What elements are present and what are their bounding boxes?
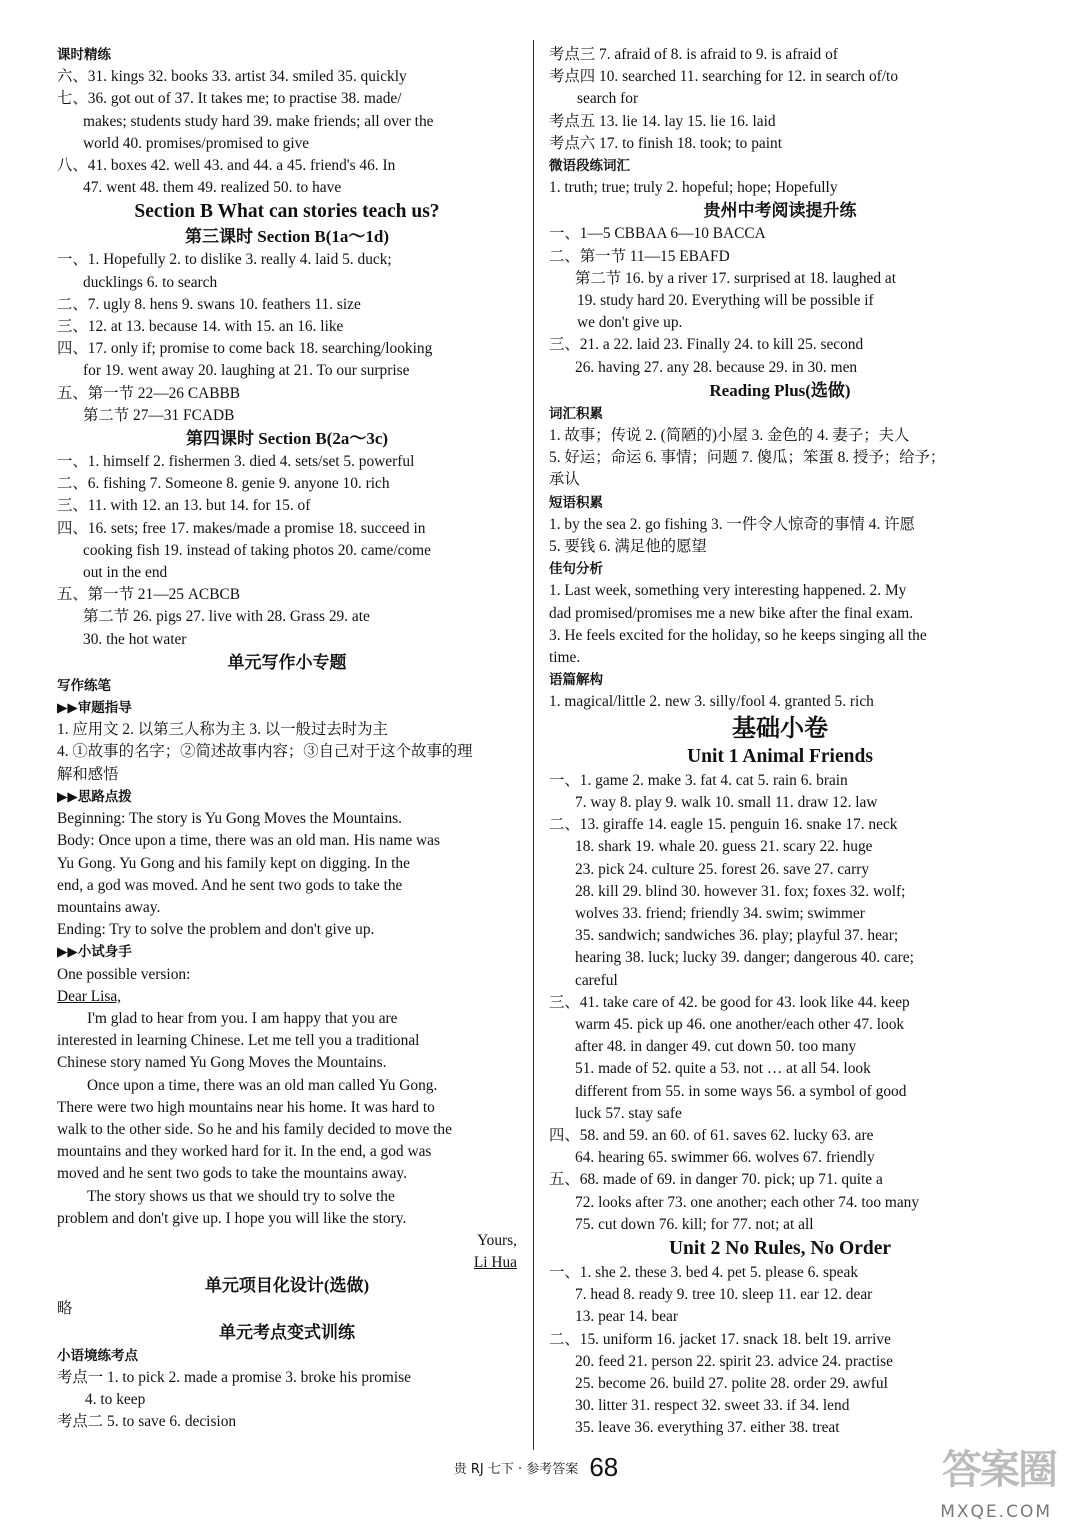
answer-line: 考点四 10. searched 11. searching for 12. in search of/to — [549, 68, 899, 86]
answer-line: wolves 33. friend; friendly 34. swim; swimmer — [575, 904, 865, 922]
answer-line: end, a god was moved. And he sent two gods to take the — [57, 876, 403, 894]
answer-line: 一、1—5 CBBAA 6—10 BACCA — [549, 225, 766, 243]
section-heading: Unit 2 No Rules, No Order — [668, 1237, 892, 1259]
answer-line: 四、17. only if; promise to come back 18. searching/looking — [57, 340, 433, 358]
subsection-label: 词汇积累 — [549, 405, 603, 422]
answer-line: careful — [575, 971, 618, 989]
section-heading: 第四课时 Section B(2a～3c) — [185, 429, 389, 449]
answer-line: world 40. promises/promised to give — [83, 134, 310, 152]
right-column — [549, 44, 1011, 1440]
answer-line: 7. head 8. ready 9. tree 10. sleep 11. ear 12. dear — [575, 1286, 873, 1304]
answer-line: Once upon a time, there was an old man called Yu Gong. — [87, 1076, 438, 1094]
answer-line: 考点六 17. to finish 18. took; to paint — [549, 134, 782, 152]
answer-line: Li Hua — [473, 1254, 517, 1272]
answer-line: 三、11. with 12. an 13. but 14. for 15. of — [57, 497, 311, 515]
answer-line: ducklings 6. to search — [83, 273, 218, 291]
answer-line: 51. made of 52. quite a 53. not … at all 54. look — [575, 1060, 871, 1078]
answer-line: mountains and they worked hard for it. In the end, a god was — [57, 1143, 432, 1161]
answer-line: 第二节 27—31 FCADB — [83, 406, 235, 424]
page-number: 68 — [589, 1452, 619, 1482]
answer-line: 75. cut down 76. kill; for 77. not; at all — [575, 1215, 814, 1233]
answer-line: problem and don't give up. I hope you will like the story. — [57, 1209, 407, 1227]
section-heading: Reading Plus(选做) — [709, 380, 851, 400]
answer-line: Body: Once upon a time, there was an old man. His name was — [57, 832, 440, 850]
answer-line: 1. magical/little 2. new 3. silly/fool 4. granted 5. rich — [549, 693, 874, 711]
answer-line: search for — [577, 90, 639, 108]
answer-line: 3. He feels excited for the holiday, so he keeps singing all the — [549, 626, 927, 644]
answer-line: 二、6. fishing 7. Someone 8. genie 9. anyone 10. rich — [57, 475, 390, 493]
answer-line: 4. to keep — [85, 1390, 146, 1408]
answer-line: 略 — [57, 1300, 73, 1318]
answer-line: 三、21. a 22. laid 23. Finally 24. to kill 25. second — [549, 336, 864, 354]
watermark-site: MXQE.COM — [940, 1502, 1052, 1522]
column-divider — [533, 40, 534, 1450]
answer-line: 1. truth; true; truly 2. hopeful; hope; Hopefully — [549, 179, 838, 197]
answer-line: 1. 应用文 2. 以第三人称为主 3. 以一般过去时为主 — [57, 721, 388, 739]
answer-line: 19. study hard 20. Everything will be possible if — [577, 292, 874, 310]
answer-line: we don't give up. — [577, 314, 683, 332]
answer-line: luck 57. stay safe — [575, 1104, 682, 1122]
answer-line: moved and he sent two gods to take the mountains away. — [57, 1165, 407, 1183]
answer-line: Dear Lisa, — [57, 987, 122, 1005]
answer-line: makes; students study hard 39. make friends; all over the — [83, 112, 434, 130]
answer-line: interested in learning Chinese. Let me tell you a traditional — [57, 1032, 420, 1050]
answer-line: 第二节 26. pigs 27. live with 28. Grass 29. ate — [83, 608, 370, 626]
answer-line: There were two high mountains near his home. It was hard to — [57, 1098, 435, 1116]
answer-line: hearing 38. luck; lucky 39. danger; dangerous 40. care; — [575, 949, 914, 967]
answer-line: 第二节 16. by a river 17. surprised at 18. laughed at — [575, 269, 896, 287]
answer-line: 一、1. game 2. make 3. fat 4. cat 5. rain 6. brain — [549, 771, 848, 789]
section-heading: 第三课时 Section B(1a～1d) — [185, 227, 389, 247]
answer-line: 1. by the sea 2. go fishing 3. 一件令人惊奇的事情 4. 许愿 — [549, 515, 915, 533]
answer-line: 28. kill 29. blind 30. however 31. fox; foxes 32. wolf; — [575, 882, 906, 900]
answer-line: 一、1. himself 2. fishermen 3. died 4. sets/set 5. powerful — [57, 453, 415, 471]
answer-line: 4. ①故事的名字；②简述故事内容；③自己对于这个故事的理 — [57, 743, 473, 761]
answer-line: time. — [549, 649, 581, 667]
answer-line: 20. feed 21. person 22. spirit 23. advice 24. practise — [575, 1352, 893, 1370]
subsection-label: 微语段练词汇 — [549, 158, 630, 175]
footer-label: 贵 RJ 七下 · 参考答案 — [453, 1462, 579, 1477]
answer-line: different from 55. in some ways 56. a symbol of good — [575, 1082, 907, 1100]
answer-line: 三、41. take care of 42. be good for 43. look like 44. keep — [549, 993, 910, 1011]
answer-line: 四、58. and 59. an 60. of 61. saves 62. lucky 63. are — [549, 1126, 874, 1144]
answer-line: cooking fish 19. instead of taking photos 20. came/come — [83, 541, 431, 559]
answer-line: 解和感悟 — [57, 765, 119, 783]
subsection-label: ▶▶小试身手 — [57, 944, 132, 961]
subsection-label: 佳句分析 — [549, 561, 603, 578]
answer-line: 三、12. at 13. because 14. with 15. an 16. like — [57, 318, 344, 336]
subsection-label: 小语境练考点 — [57, 1347, 138, 1364]
answer-line: Yours, — [477, 1231, 517, 1249]
answer-line: 五、68. made of 69. in danger 70. pick; up 71. quite a — [549, 1171, 883, 1189]
answer-line: 1. Last week, something very interesting happened. 2. My — [549, 582, 907, 600]
answer-line: 一、1. she 2. these 3. bed 4. pet 5. please 6. speak — [549, 1263, 859, 1281]
answer-line: 23. pick 24. culture 25. forest 26. save 27. carry — [575, 860, 870, 878]
section-heading: 单元写作小专题 — [227, 652, 347, 672]
answer-line: 25. become 26. build 27. polite 28. order 29. awful — [575, 1374, 888, 1392]
answer-line: 七、36. got out of 37. It takes me; to practise 38. made/ — [57, 90, 402, 108]
answer-line: warm 45. pick up 46. one another/each other 47. look — [575, 1015, 905, 1033]
answer-line: 5. 要钱 6. 满足他的愿望 — [549, 538, 707, 556]
answer-line: 二、13. giraffe 14. eagle 15. penguin 16. snake 17. neck — [549, 816, 898, 834]
answer-line: 八、41. boxes 42. well 43. and 44. a 45. friend's 46. In — [57, 157, 396, 175]
watermark-logo: 答案圈 — [942, 1447, 1056, 1493]
answer-line: 考点三 7. afraid of 8. is afraid to 9. is afraid of — [549, 46, 838, 63]
subsection-label: 短语积累 — [549, 494, 603, 511]
answer-line: 五、第一节 22—26 CABBB — [57, 384, 240, 402]
answer-line: I'm glad to hear from you. I am happy that you are — [87, 1009, 398, 1027]
section-heading: 贵州中考阅读提升练 — [703, 201, 857, 221]
answer-line: mountains away. — [57, 898, 161, 916]
section-heading: 基础小卷 — [732, 715, 828, 742]
left-column — [57, 44, 517, 1433]
answer-line: 五、第一节 21—25 ACBCB — [57, 586, 240, 604]
answer-line: The story shows us that we should try to solve the — [87, 1187, 395, 1205]
section-heading: Section B What can stories teach us? — [134, 201, 440, 223]
answer-line: 13. pear 14. bear — [575, 1308, 678, 1326]
answer-line: 1. 故事；传说 2. (简陋的)小屋 3. 金色的 4. 妻子；夫人 — [549, 427, 910, 445]
subsection-label: ▶▶审题指导 — [57, 700, 132, 717]
answer-line: 二、7. ugly 8. hens 9. swans 10. feathers 11. size — [57, 295, 361, 313]
section-heading: Unit 1 Animal Friends — [687, 745, 873, 767]
answer-line: 30. the hot water — [83, 630, 187, 648]
answer-line: 六、31. kings 32. books 33. artist 34. smiled 35. quickly — [57, 68, 407, 86]
answer-line: 35. sandwich; sandwiches 36. play; playful 37. hear; — [575, 927, 899, 945]
answer-line: Ending: Try to solve the problem and don't give up. — [57, 921, 375, 939]
answer-line: 18. shark 19. whale 20. guess 21. scary 22. huge — [575, 838, 873, 856]
answer-line: 5. 好运；命运 6. 事情；问题 7. 傻瓜；笨蛋 8. 授予；给予； — [549, 449, 946, 467]
answer-line: 四、16. sets; free 17. makes/made a promise 18. succeed in — [57, 519, 426, 537]
section-heading: 单元项目化设计(选做) — [204, 1276, 370, 1296]
answer-line: 72. looks after 73. one another; each other 74. too many — [575, 1193, 920, 1211]
subsection-label: 写作练笔 — [57, 677, 111, 694]
answer-line: 承认 — [549, 471, 580, 489]
answer-line: walk to the other side. So he and his family decided to move the — [57, 1120, 452, 1138]
answer-line: One possible version: — [57, 965, 191, 983]
answer-line: Beginning: The story is Yu Gong Moves the Mountains. — [57, 810, 402, 828]
answer-line: Chinese story named Yu Gong Moves the Mountains. — [57, 1054, 387, 1072]
answer-line: Yu Gong. Yu Gong and his family kept on digging. In the — [57, 854, 410, 872]
answer-line: out in the end — [83, 564, 168, 582]
answer-line: 7. way 8. play 9. walk 10. small 11. draw 12. law — [575, 793, 878, 811]
answer-line: after 48. in danger 49. cut down 50. too many — [575, 1038, 857, 1056]
answer-line: 47. went 48. them 49. realized 50. to have — [83, 179, 342, 197]
watermark — [906, 1434, 1056, 1522]
answer-line: 35. leave 36. everything 37. either 38. treat — [575, 1419, 840, 1437]
answer-line: 26. having 27. any 28. because 29. in 30. men — [575, 358, 858, 376]
subsection-label: 课时精练 — [57, 47, 111, 63]
subsection-label: ▶▶思路点拨 — [57, 788, 132, 805]
answer-line: 考点五 13. lie 14. lay 15. lie 16. laid — [549, 112, 776, 130]
answer-line: 考点一 1. to pick 2. made a promise 3. broke his promise — [57, 1368, 411, 1386]
answer-line: 二、第一节 11—15 EBAFD — [549, 247, 730, 265]
answer-line: 二、15. uniform 16. jacket 17. snack 18. belt 19. arrive — [549, 1330, 891, 1348]
subsection-label: 语篇解构 — [549, 672, 603, 689]
answer-line: 64. hearing 65. swimmer 66. wolves 67. friendly — [575, 1149, 875, 1167]
answer-line: for 19. went away 20. laughing at 21. To our surprise — [83, 362, 410, 380]
answer-line: 一、1. Hopefully 2. to dislike 3. really 4. laid 5. duck; — [57, 251, 392, 269]
answer-line: 考点二 5. to save 6. decision — [57, 1413, 237, 1431]
answer-line: dad promised/promises me a new bike after the final exam. — [549, 604, 914, 622]
section-heading: 单元考点变式训练 — [219, 1322, 355, 1342]
answer-line: 30. litter 31. respect 32. sweet 33. if 34. lend — [575, 1397, 850, 1415]
